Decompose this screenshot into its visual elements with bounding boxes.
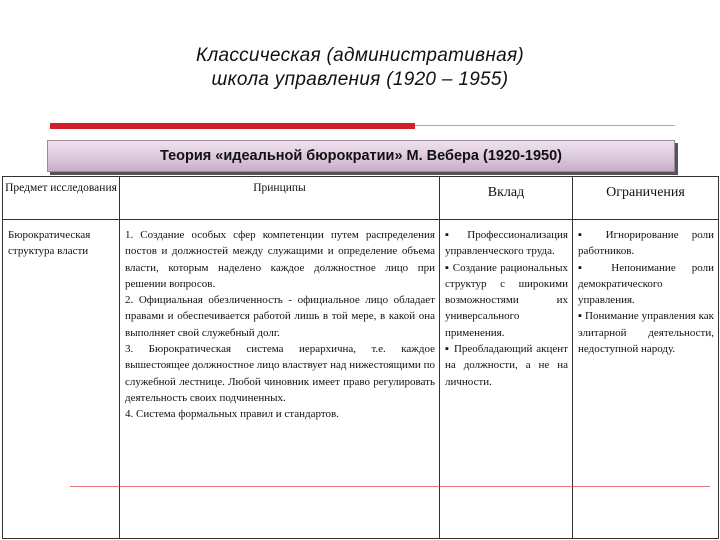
decorative-red-line [70, 486, 710, 487]
header-limitations: Ограничения [573, 177, 719, 220]
subject-cell [3, 220, 120, 539]
header-contribution: Вклад [440, 177, 573, 220]
principles-cell [120, 220, 440, 539]
slide-title [0, 44, 720, 92]
limitation-item: ▪ Непонимание роли демократического управления. [578, 261, 714, 307]
title-line-1: Классическая (административная) [195, 45, 525, 66]
decorative-thin-line [415, 125, 675, 126]
theory-table [2, 176, 719, 539]
contribution-item: ▪ Преобладающий акцент на должности, а не на личности. [445, 343, 568, 388]
limitations-cell [573, 220, 719, 539]
table-header-row [3, 177, 719, 220]
limitation-item: ▪ Понимание управления как элитарной деятельности, недоступной народу. [578, 310, 714, 356]
principle-item: 2. Официальная обезличенность - официальное лицо обладает правами и обеспечивается работой лишь в той мере, в какой она выполняет свой служебный долг. [125, 294, 435, 339]
contribution-cell [440, 220, 573, 539]
decorative-red-bar [50, 123, 415, 129]
header-subject: Предмет исследования [3, 177, 120, 220]
principle-item: 4. Система формальных правил и стандартов. [125, 408, 339, 421]
title-line-2: школа управления (1920 – 1955) [211, 69, 509, 90]
subject-text: Бюрократическая структура власти [8, 229, 91, 258]
principle-item: 1. Создание особых сфер компетенции путем распределения постов и должностей между служащими и определение объема власти, которым наделено каждое должностное лицо при решении вопросов. [125, 229, 435, 290]
principle-item: 3. Бюрократическая система иерархична, т.е. каждое вышестоящее должностное лицо властвует над нижестоящими по служебной лестнице. Любой чиновник имеет право регулировать деятельность своих подчиненных. [125, 343, 435, 404]
limitation-item: ▪ Игнорирование роли работников. [578, 229, 714, 258]
header-principles: Принципы [120, 177, 440, 220]
contribution-item: ▪ Профессионализация управленческого труда. [445, 229, 568, 258]
contribution-item: ▪ Создание рациональных структур с широкими возможностями их универсального применения. [445, 261, 568, 339]
table-row [3, 220, 719, 539]
theory-banner: Теория «идеальной бюрократии» М. Вебера (1920-1950) [47, 140, 675, 172]
